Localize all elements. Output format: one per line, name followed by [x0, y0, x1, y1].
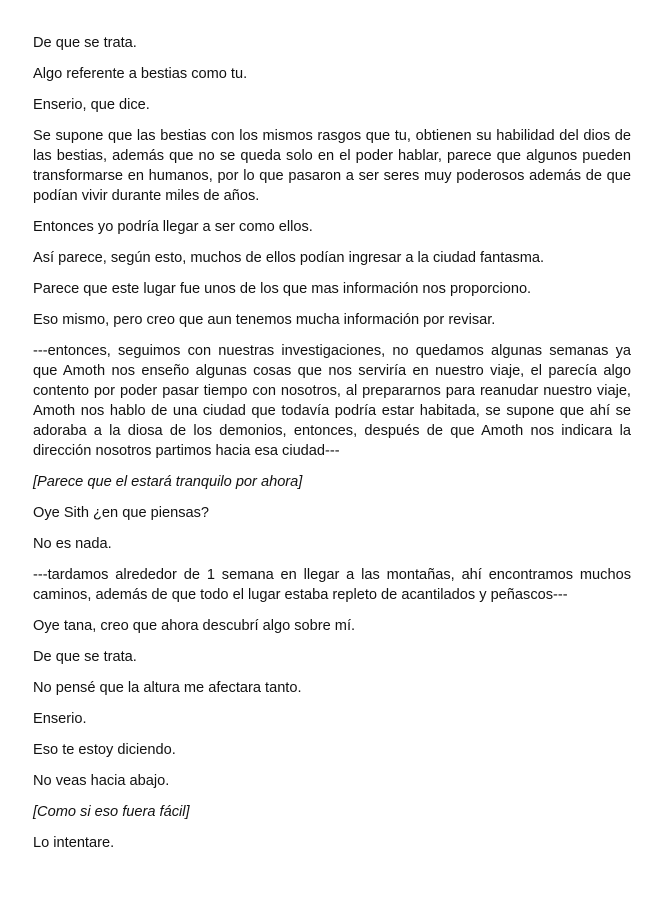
paragraph: Algo referente a bestias como tu.	[33, 66, 248, 82]
paragraph: Lo intentare.	[33, 835, 115, 851]
paragraph: Enserio, que dice.	[33, 97, 150, 113]
paragraph: Parece que este lugar fue unos de los que mas información nos proporciono.	[33, 281, 532, 297]
paragraph: Enserio.	[33, 711, 87, 727]
thought-paragraph: [Como si eso fuera fácil]	[33, 804, 190, 820]
paragraph: No pensé que la altura me afectara tanto.	[33, 680, 302, 696]
paragraph: No es nada.	[33, 536, 112, 552]
paragraph: No veas hacia abajo.	[33, 773, 170, 789]
paragraph: Oye Sith ¿en que piensas?	[33, 505, 210, 521]
paragraph: Así parece, según esto, muchos de ellos podían ingresar a la ciudad fantasma.	[33, 250, 545, 266]
paragraph: Oye tana, creo que ahora descubrí algo sobre mí.	[33, 618, 356, 634]
paragraph: De que se trata.	[33, 35, 137, 51]
paragraph: De que se trata.	[33, 649, 137, 665]
paragraph: Entonces yo podría llegar a ser como ellos.	[33, 219, 313, 235]
paragraph: Eso mismo, pero creo que aun tenemos mucha información por revisar.	[33, 312, 496, 328]
narration-paragraph: ---tardamos alrededor de 1 semana en llegar a las montañas, ahí encontramos muchos caminos, además de que todo el lugar estaba repleto de acantilados y peñascos---	[33, 567, 631, 603]
paragraph: Eso te estoy diciendo.	[33, 742, 176, 758]
thought-paragraph: [Parece que el estará tranquilo por ahora]	[33, 474, 303, 490]
document-body	[33, 33, 631, 864]
paragraph: Se supone que las bestias con los mismos rasgos que tu, obtienen su habilidad del dios de las bestias, además que no se queda solo en el poder hablar, parece que algunos pueden transformarse en humanos, por lo que pasaron a ser seres muy poderosos además de que podían vivir durante miles de años.	[33, 128, 631, 204]
narration-paragraph: ---entonces, seguimos con nuestras investigaciones, no quedamos algunas semanas ya que Amoth nos enseño algunas cosas que nos serviría en nuestro viaje, el parecía algo contento por poder pasar tiempo con nosotros, al prepararnos para reanudar nuestro viaje, Amoth nos hablo de una ciudad que todavía podría estar habitada, se supone que ahí se adoraba a la diosa de los demonios, entonces, después de que Amoth nos indicara la dirección nosotros partimos hacia esa ciudad---	[33, 343, 631, 459]
